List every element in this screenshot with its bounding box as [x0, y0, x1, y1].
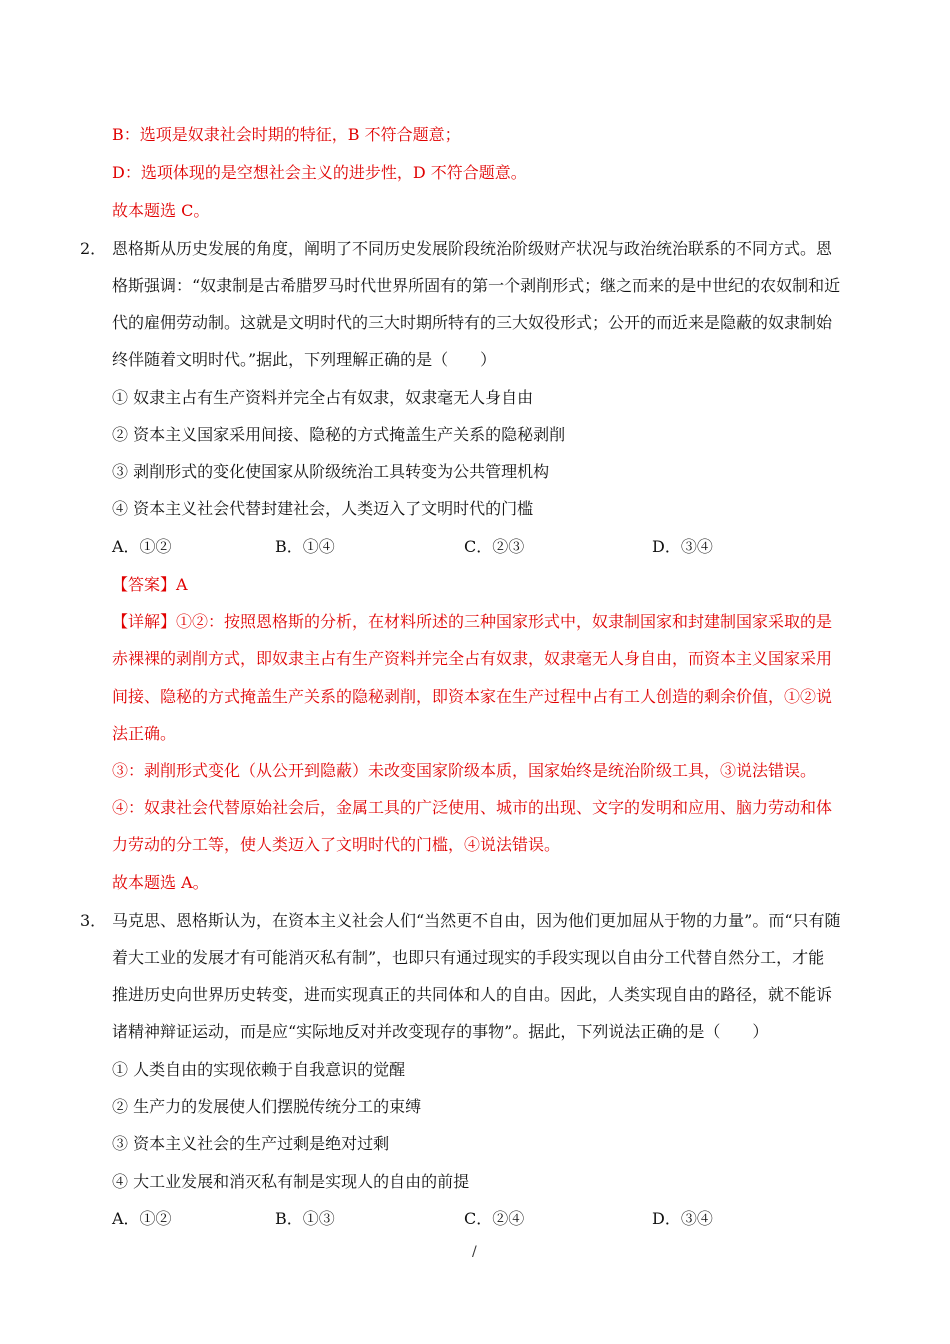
- question-2-stem-line: 代的雇佣劳动制。这就是文明时代的三大时期所特有的三大奴役形式；公开的而近来是隐蔽的奴隶制始: [112, 313, 833, 332]
- question-2-option-b: B．①④: [275, 537, 335, 556]
- question-2-analysis-line: 法正确。: [112, 724, 177, 743]
- question-2-analysis-line: ③：剥削形式变化（从公开到隐蔽）未改变国家阶级本质，国家始终是统治阶级工具，③说法错误。: [112, 761, 817, 780]
- question-3-statement-1: ① 人类自由的实现依赖于自我意识的觉醒: [112, 1060, 406, 1079]
- question-3-stem-line: 马克思、恩格斯认为，在资本主义社会人们“当然更不自由，因为他们更加屈从于物的力量”。而“只有随: [112, 911, 841, 930]
- question-3-option-b: B．①③: [275, 1209, 335, 1228]
- question-2-statement-1: ① 奴隶主占有生产资料并完全占有奴隶，奴隶毫无人身自由: [112, 388, 534, 407]
- question-3-stem-line: 诸精神辩证运动，而是应“实际地反对并改变现存的事物”。据此，下列说法正确的是（ ）: [112, 1022, 769, 1041]
- question-2-analysis-line: 【详解】①②：按照恩格斯的分析，在材料所述的三种国家形式中，奴隶制国家和封建制国家采取的是: [112, 612, 833, 631]
- page-footer: /: [472, 1244, 477, 1260]
- question-3-stem-line: 着大工业的发展才有可能消灭私有制”，也即只有通过现实的手段实现以自由分工代替自然分工，才能: [112, 948, 825, 967]
- question-2-number: 2．: [80, 239, 107, 258]
- carryover-conclusion: 故本题选 C。: [112, 201, 210, 220]
- question-3-stem-line: 推进历史向世界历史转变，进而实现真正的共同体和人的自由。因此，人类实现自由的路径，就不能诉: [112, 985, 833, 1004]
- question-2-analysis-line: ④：奴隶社会代替原始社会后，金属工具的广泛使用、城市的出现、文字的发明和应用、脑力劳动和体: [112, 798, 833, 817]
- question-2-statement-4: ④ 资本主义社会代替封建社会，人类迈入了文明时代的门槛: [112, 499, 534, 518]
- question-2-option-a: A．①②: [112, 537, 172, 556]
- carryover-option-d: D：选项体现的是空想社会主义的进步性，D 不符合题意。: [112, 163, 527, 182]
- question-2-option-d: D．③④: [652, 537, 713, 556]
- carryover-option-b: B：选项是奴隶社会时期的特征，B 不符合题意；: [112, 125, 461, 144]
- question-2-analysis-line: 力劳动的分工等，使人类迈入了文明时代的门槛，④说法错误。: [112, 835, 561, 854]
- question-2-conclusion: 故本题选 A。: [112, 873, 209, 892]
- question-3-option-c: C．②④: [464, 1209, 525, 1228]
- question-3-option-d: D．③④: [652, 1209, 713, 1228]
- question-2-option-c: C．②③: [464, 537, 525, 556]
- question-2-statement-2: ② 资本主义国家采用间接、隐秘的方式掩盖生产关系的隐秘剥削: [112, 425, 566, 444]
- question-2-analysis-line: 间接、隐秘的方式掩盖生产关系的隐秘剥削，即资本家在生产过程中占有工人创造的剩余价值，①②说: [112, 687, 833, 706]
- question-2-stem-line: 恩格斯从历史发展的角度，阐明了不同历史发展阶段统治阶级财产状况与政治统治联系的不同方式。恩: [112, 239, 833, 258]
- question-2-stem-line: 格斯强调：“奴隶制是古希腊罗马时代世界所固有的第一个剥削形式；继之而来的是中世纪的农奴制和近: [112, 276, 841, 295]
- question-3-statement-2: ② 生产力的发展使人们摆脱传统分工的束缚: [112, 1097, 422, 1116]
- question-3-statement-4: ④ 大工业发展和消灭私有制是实现人的自由的前提: [112, 1172, 470, 1191]
- question-2-stem-line: 终伴随着文明时代。”据此，下列理解正确的是（ ）: [112, 350, 497, 369]
- question-2-analysis-line: 赤裸裸的剥削方式，即奴隶主占有生产资料并完全占有奴隶，奴隶毫无人身自由，而资本主义国家采用: [112, 649, 833, 668]
- question-2-answer: 【答案】A: [112, 575, 188, 594]
- question-2-statement-3: ③ 剥削形式的变化使国家从阶级统治工具转变为公共管理机构: [112, 462, 550, 481]
- question-3-option-a: A．①②: [112, 1209, 172, 1228]
- question-3-number: 3．: [80, 911, 107, 930]
- question-3-statement-3: ③ 资本主义社会的生产过剩是绝对过剩: [112, 1134, 390, 1153]
